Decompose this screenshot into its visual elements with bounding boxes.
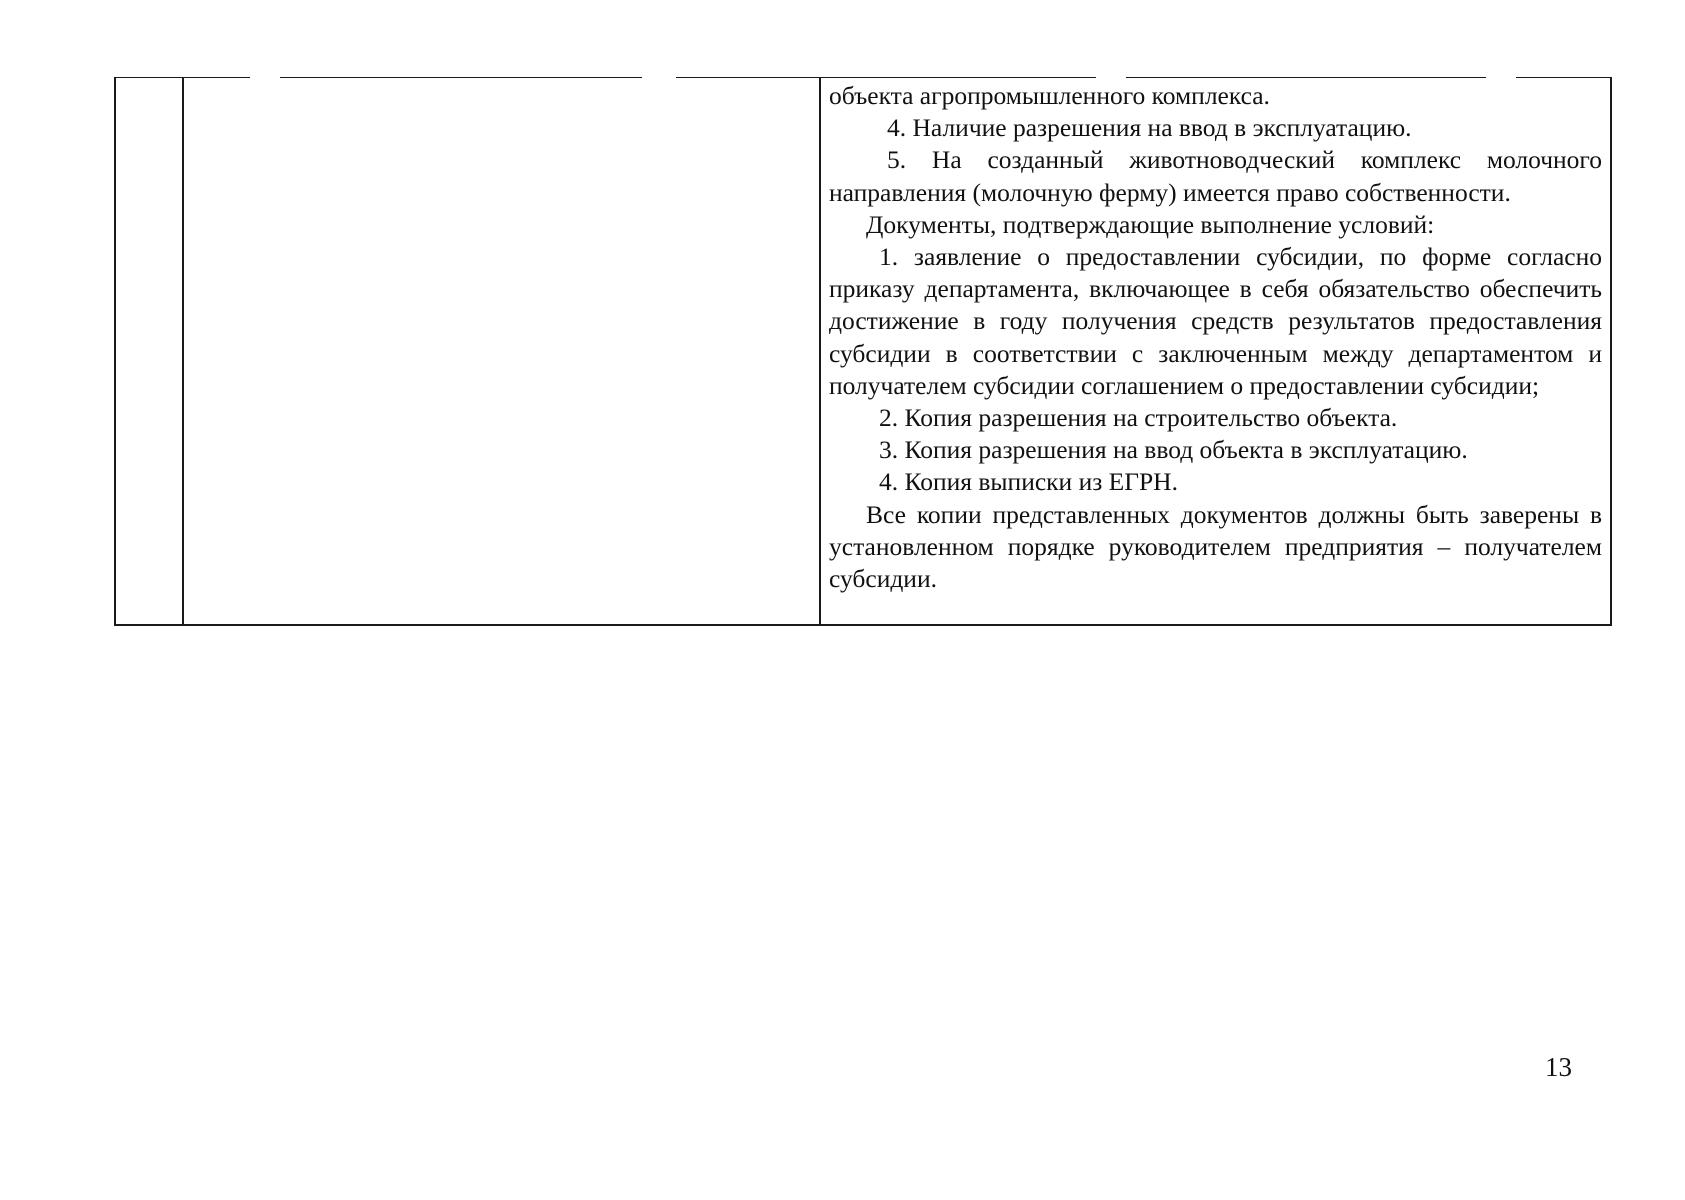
continuation-line: объекта агропромышленного комплекса. (829, 81, 1270, 110)
document-item-1: 1. заявление о предоставлении субсидии, по форме согласно приказу департамента, включающее в себя обязательство обеспечить достижение в году получения средств результатов предоставления субсидии в соответствии с заключенным между департаментом и получателем субсидии соглашением о предоставлении субсидии; (829, 242, 1602, 400)
condition-item-5: 5. На созданный животноводческий комплекс молочного направления (молочную ферму) имеется право собственности. (829, 145, 1602, 207)
table-column-divider (819, 78, 821, 626)
certification-note: Все копии представленных документов должны быть заверены в установленном порядке руководителем предприятия – получателем субсидии. (829, 499, 1602, 594)
table-cell-conditions (829, 80, 1602, 595)
page-number: 13 (1545, 1052, 1572, 1082)
condition-item-4: 4. Наличие разрешения на ввод в эксплуатацию. (887, 113, 1412, 143)
document-item-3: 3. Копия разрешения на ввод объекта в эксплуатацию. (879, 435, 1468, 465)
document-item-4: 4. Копия выписки из ЕГРН. (879, 467, 1178, 497)
document-item-2: 2. Копия разрешения на строительство объекта. (879, 403, 1398, 433)
documents-heading: Документы, подтверждающие выполнение условий: (866, 209, 1435, 239)
table-column-divider (182, 78, 184, 626)
